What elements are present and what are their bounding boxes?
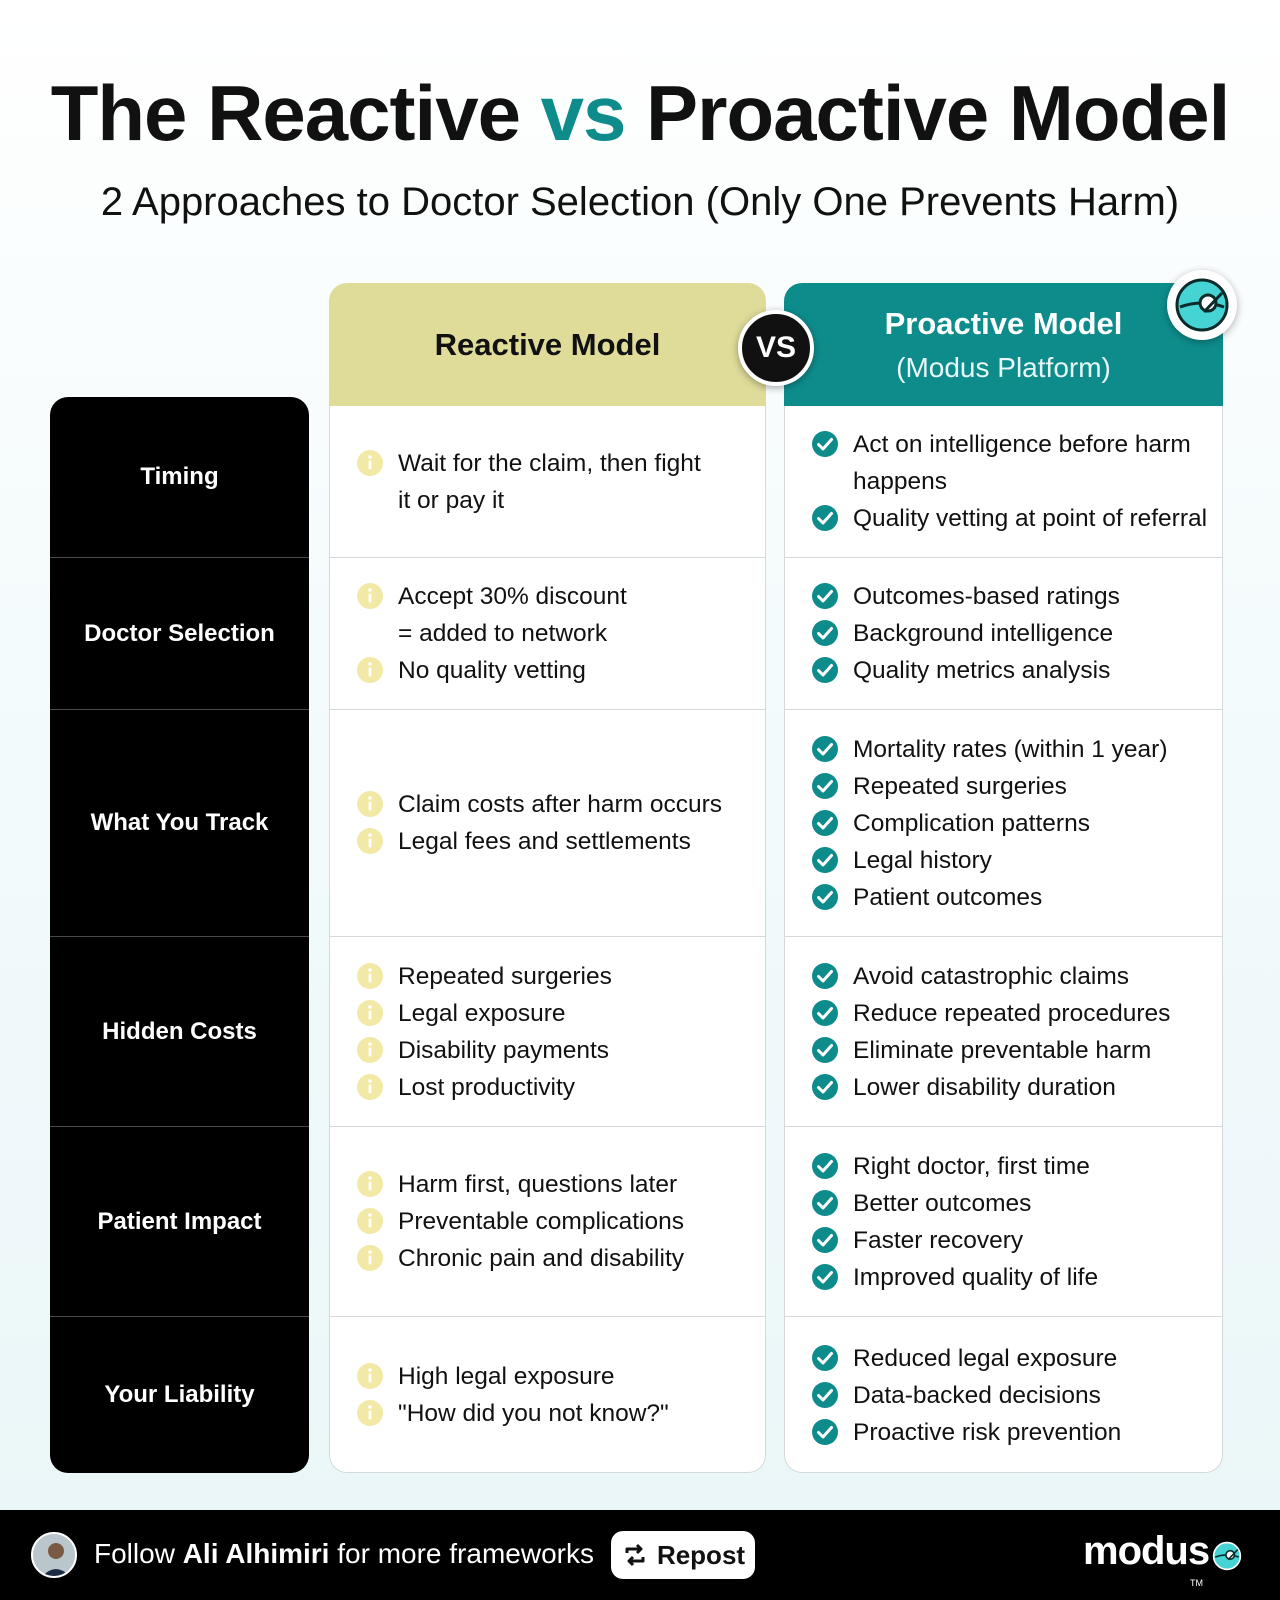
list-item	[356, 578, 753, 652]
item-text: Quality vetting at point of referral	[853, 505, 1208, 532]
proactive-cell	[785, 558, 1222, 710]
item-text: Reduced legal exposure	[853, 1344, 1118, 1372]
list-item	[356, 1395, 753, 1432]
list-item	[811, 768, 1210, 805]
item-text: Right doctor, first time	[853, 1152, 1090, 1180]
item-text: Data-backed decisions	[853, 1381, 1101, 1409]
item-text: Legal exposure	[398, 999, 566, 1027]
reactive-cell	[330, 710, 765, 937]
info-icon	[356, 449, 384, 477]
item-text: "How did you not know?"	[398, 1400, 669, 1427]
list-item	[356, 823, 753, 860]
item-text: Claim costs after harm occurs	[398, 791, 723, 818]
list-item	[356, 652, 753, 689]
proactive-cell	[785, 406, 1222, 558]
reactive-column	[329, 406, 766, 1473]
repost-button[interactable]	[611, 1531, 755, 1579]
modus-logo-icon	[1167, 270, 1237, 340]
check-icon	[811, 735, 839, 763]
item-text: Proactive risk prevention	[853, 1418, 1122, 1446]
check-icon	[811, 504, 839, 532]
proactive-title: Proactive Model	[884, 305, 1123, 341]
item-text: Eliminate preventable harm	[853, 1036, 1152, 1064]
proactive-cell	[785, 937, 1222, 1127]
list-item	[811, 615, 1210, 652]
item-text: Accept 30% discount = added to network	[398, 583, 627, 647]
reactive-cell	[330, 937, 765, 1127]
item-text: Mortality rates (within 1 year)	[853, 735, 1168, 763]
check-icon	[811, 430, 839, 458]
follow-prefix: Follow	[94, 1538, 183, 1569]
list-item	[811, 995, 1210, 1032]
check-icon	[811, 772, 839, 800]
row-label: Your Liability	[104, 1381, 255, 1408]
avatar[interactable]	[31, 1532, 77, 1578]
list-item	[811, 805, 1210, 842]
list-item	[811, 1340, 1210, 1377]
list-item	[356, 958, 753, 995]
list-item	[356, 1166, 753, 1203]
vs-badge: VS	[738, 310, 814, 386]
list-item	[811, 1032, 1210, 1069]
check-icon	[811, 656, 839, 684]
info-icon	[356, 656, 384, 684]
item-text: Reduce repeated procedures	[853, 999, 1171, 1027]
list-item	[811, 1185, 1210, 1222]
info-icon	[356, 827, 384, 855]
item-text: Act on intelligence before harm happens	[853, 431, 1191, 495]
item-text: Complication patterns	[853, 809, 1090, 837]
list-item	[811, 652, 1210, 689]
info-icon	[356, 962, 384, 990]
check-icon	[811, 1418, 839, 1446]
info-icon	[356, 1073, 384, 1101]
check-icon	[811, 1381, 839, 1409]
list-item	[811, 842, 1210, 879]
reactive-cell	[330, 558, 765, 710]
check-icon	[811, 1073, 839, 1101]
check-icon	[811, 1226, 839, 1254]
check-icon	[811, 1263, 839, 1291]
title-part2: Proactive Model	[625, 69, 1230, 157]
list-item	[811, 879, 1210, 916]
footer-bar	[0, 1510, 1280, 1600]
item-text: Outcomes-based ratings	[853, 583, 1120, 610]
list-item	[811, 426, 1210, 500]
item-text: Lost productivity	[398, 1073, 576, 1101]
row-label: Timing	[50, 397, 309, 558]
item-text: Quality metrics analysis	[853, 657, 1111, 684]
follow-suffix: for more frameworks	[329, 1538, 594, 1569]
page-title	[0, 68, 1280, 159]
check-icon	[811, 999, 839, 1027]
brand-tm: TM	[1190, 1578, 1203, 1588]
reactive-cell	[330, 1127, 765, 1317]
info-icon	[356, 790, 384, 818]
author-name[interactable]: Ali Alhimiri	[182, 1538, 330, 1569]
item-text: Legal history	[853, 846, 992, 874]
item-text: Improved quality of life	[853, 1263, 1099, 1291]
list-item	[811, 958, 1210, 995]
check-icon	[811, 1189, 839, 1217]
list-item	[811, 1414, 1210, 1451]
info-icon	[356, 582, 384, 610]
list-item	[811, 1148, 1210, 1185]
item-text: Avoid catastrophic claims	[853, 962, 1129, 990]
info-icon	[356, 1399, 384, 1427]
proactive-column-header	[784, 283, 1223, 406]
item-text: Harm first, questions later	[398, 1171, 678, 1198]
item-text: Repeated surgeries	[853, 772, 1067, 800]
info-icon	[356, 1207, 384, 1235]
info-icon	[356, 1036, 384, 1064]
item-text: Faster recovery	[853, 1226, 1024, 1254]
item-text: Disability payments	[398, 1036, 610, 1064]
reactive-cell	[330, 406, 765, 558]
check-icon	[811, 846, 839, 874]
item-text: Repeated surgeries	[398, 962, 612, 990]
list-item	[356, 1203, 753, 1240]
row-label: Hidden Costs	[50, 937, 309, 1127]
page-subtitle: 2 Approaches to Doctor Selection (Only One Prevents Harm)	[100, 180, 1180, 224]
check-icon	[811, 962, 839, 990]
title-vs: vs	[540, 69, 626, 157]
item-text: Lower disability duration	[853, 1073, 1116, 1101]
item-text: Preventable complications	[398, 1208, 684, 1235]
item-text: High legal exposure	[398, 1363, 615, 1390]
reactive-column-header	[329, 283, 766, 406]
list-item	[356, 1358, 753, 1395]
list-item	[356, 1240, 753, 1277]
check-icon	[811, 883, 839, 911]
item-text: Legal fees and settlements	[398, 828, 691, 855]
list-item	[811, 1222, 1210, 1259]
info-icon	[356, 999, 384, 1027]
follow-text	[94, 1538, 594, 1570]
item-text: Background intelligence	[853, 620, 1114, 647]
check-icon	[811, 582, 839, 610]
proactive-column	[784, 406, 1223, 1473]
proactive-subtitle: (Modus Platform)	[896, 351, 1111, 383]
list-item	[356, 1069, 753, 1106]
list-item	[811, 1259, 1210, 1296]
proactive-cell	[785, 1127, 1222, 1317]
info-icon	[356, 1170, 384, 1198]
item-text: Better outcomes	[853, 1189, 1032, 1217]
check-icon	[811, 619, 839, 647]
list-item	[356, 786, 753, 823]
repost-icon	[621, 1541, 649, 1569]
reactive-title: Reactive Model	[434, 326, 661, 362]
row-labels	[50, 397, 309, 1473]
proactive-cell	[785, 710, 1222, 937]
modus-logo-icon-small	[1212, 1541, 1242, 1571]
row-label: Doctor Selection	[50, 558, 309, 710]
list-item	[356, 1032, 753, 1069]
check-icon	[811, 1152, 839, 1180]
list-item	[811, 1377, 1210, 1414]
check-icon	[811, 1344, 839, 1372]
info-icon	[356, 1362, 384, 1390]
item-text: Patient outcomes	[853, 883, 1043, 911]
repost-label: Repost	[656, 1539, 746, 1570]
item-text: Chronic pain and disability	[398, 1245, 684, 1272]
list-item	[811, 578, 1210, 615]
reactive-cell	[330, 1317, 765, 1473]
proactive-cell	[785, 1317, 1222, 1473]
row-label: What You Track	[50, 710, 309, 937]
list-item	[356, 995, 753, 1032]
row-label: Patient Impact	[50, 1127, 309, 1317]
check-icon	[811, 809, 839, 837]
list-item	[356, 445, 753, 519]
list-item	[811, 1069, 1210, 1106]
list-item	[811, 731, 1210, 768]
item-text: No quality vetting	[398, 657, 586, 684]
info-icon	[356, 1244, 384, 1272]
check-icon	[811, 1036, 839, 1064]
list-item	[811, 500, 1210, 537]
item-text: Wait for the claim, then fight it or pay it	[398, 449, 701, 514]
title-part1: The Reactive	[50, 69, 541, 157]
brand-logo: modus	[1083, 1529, 1210, 1573]
